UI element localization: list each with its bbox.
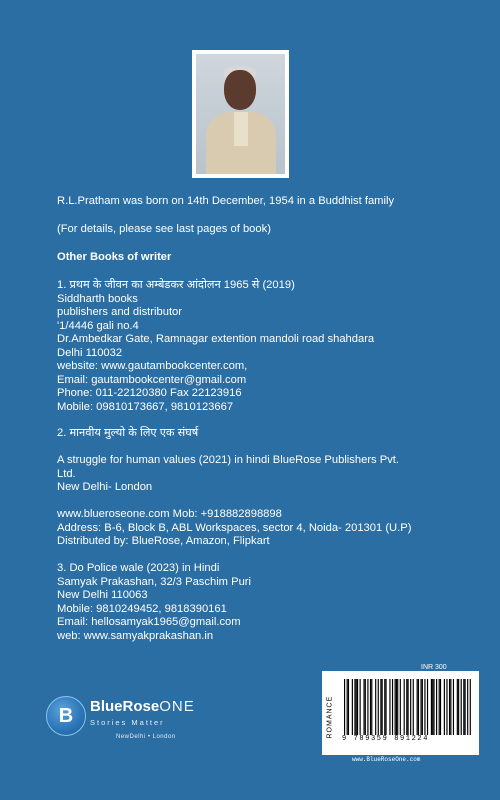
barcode-bar — [461, 679, 462, 735]
barcode-bar — [440, 679, 441, 735]
book2-line: New Delhi- London — [57, 481, 153, 493]
book1-line: '1/4446 gali no.4 — [57, 319, 139, 332]
barcode-bar — [450, 679, 451, 735]
publisher-name — [90, 698, 195, 715]
barcode-bar — [348, 679, 349, 735]
barcode-bar — [449, 679, 450, 735]
author-portrait — [196, 54, 285, 174]
barcode-bar — [418, 679, 419, 735]
author-bio — [57, 195, 477, 209]
book1-line: Delhi 110032 — [57, 346, 123, 359]
book3-line: Samyak Prakashan, 32/3 Paschim Puri — [57, 575, 252, 588]
barcode-bar — [360, 679, 361, 735]
barcode-bar — [356, 679, 357, 735]
barcode-bar — [436, 679, 437, 735]
barcode-bar — [347, 679, 348, 735]
barcode-bar — [371, 679, 372, 735]
barcode-bar — [378, 679, 379, 735]
book3-line: 3. Do Police wale (2023) in Hindi — [57, 562, 220, 574]
price-label: INR 300 — [421, 664, 447, 671]
barcode-bar — [395, 679, 396, 735]
publisher-website: www.BlueRoseOne.com — [352, 756, 421, 763]
barcode-bar — [467, 679, 468, 735]
genre-label: ROMANCE — [326, 695, 334, 739]
other-books-heading-block — [57, 251, 477, 265]
book2-title: 2. मानवीय मुल्यो के लिए एक संघर्ष — [57, 427, 199, 439]
barcode-bar — [444, 679, 445, 735]
book1-line: Mobile: 09810173667, 9810123667 — [57, 400, 234, 413]
book2-contact-line: Distributed by: BlueRose, Amazon, Flipkart — [57, 535, 270, 547]
barcode-bar — [367, 679, 368, 735]
barcode-bar — [380, 679, 381, 735]
barcode-bar — [433, 679, 434, 735]
barcode-bar — [370, 679, 371, 735]
barcode-bar — [413, 679, 414, 735]
book1-line: Phone: 011-22120380 Fax 22123916 — [57, 387, 242, 399]
book1-line: Dr.Ambedkar Gate, Ramnagar extention mandoli road shahdara — [57, 333, 375, 345]
barcode-bar — [432, 679, 433, 735]
barcode-bar — [375, 679, 376, 735]
publisher-logo — [46, 690, 276, 750]
book1-line: website: www.gautambookcenter.com, — [57, 360, 248, 372]
publisher-tagline: Stories Matter — [90, 718, 165, 727]
isbn-number: 9 789359 891224 — [342, 735, 430, 743]
barcode-bar — [422, 679, 423, 735]
book2-contact-line: Address: B-6, Block B, ABL Workspaces, sector 4, Noida- 201301 (U.P) — [57, 521, 412, 534]
barcode-bar — [446, 679, 447, 735]
book2-line: Ltd. — [57, 467, 76, 480]
barcode-bar — [458, 679, 459, 735]
barcode-bar — [384, 679, 385, 735]
barcode-bar — [410, 679, 411, 735]
barcode-bar — [392, 679, 393, 735]
publisher-name-suffix: ONE — [159, 698, 195, 715]
book1-line: Email: gautambookcenter@gmail.com — [57, 373, 247, 386]
bio-details: (For details, please see last pages of book) — [57, 223, 271, 235]
barcode-bar — [365, 679, 366, 735]
barcode-bar — [389, 679, 390, 735]
bio-born: R.L.Pratham was born on 14th December, 1954 in a Buddhist family — [57, 195, 395, 207]
book3-line: New Delhi 110063 — [57, 589, 148, 601]
barcode-bar — [396, 679, 397, 735]
barcode-bar — [354, 679, 355, 735]
barcode-bar — [417, 679, 418, 735]
book2-contact-block — [57, 508, 477, 549]
barcode-bar — [352, 679, 353, 735]
barcode-bar — [404, 679, 405, 735]
barcode-bar — [427, 679, 428, 735]
barcode-bar — [463, 679, 464, 735]
book3-block — [57, 562, 477, 643]
book3-line: Email: hellosamyak1965@gmail.com — [57, 616, 241, 628]
book2-contact-line: www.blueroseone.com Mob: +918882898898 — [57, 508, 282, 520]
barcode-bar — [400, 679, 401, 735]
publisher-name-main: BlueRose — [90, 698, 160, 715]
book1-block — [57, 279, 477, 414]
book1-title: 1. प्रथम के जीवन का अम्बेडकर आंदोलन 1965 से (2019) — [57, 279, 295, 291]
barcode-bar — [344, 679, 345, 735]
book3-line: web: www.samyakprakashan.in — [57, 629, 214, 642]
barcode-bar — [431, 679, 432, 735]
book2-title-block — [57, 427, 477, 441]
barcode-bar — [457, 679, 458, 735]
barcode-bar — [470, 679, 471, 735]
barcode-bar — [397, 679, 398, 735]
barcode-bar — [363, 679, 364, 735]
book3-line: Mobile: 9810249452, 9818390161 — [57, 602, 227, 615]
barcode-bar — [408, 679, 409, 735]
barcode-bar — [439, 679, 440, 735]
barcode-area — [322, 671, 479, 755]
barcode-bar — [382, 679, 383, 735]
barcode-bar — [357, 679, 358, 735]
barcode-bar — [385, 679, 386, 735]
other-books-heading: Other Books of writer — [57, 251, 172, 263]
author-photo — [192, 50, 289, 178]
book1-line: publishers and distributor — [57, 306, 182, 318]
publisher-locations: NewDelhi • London — [116, 734, 176, 740]
book2-line: A struggle for human values (2021) in hindi BlueRose Publishers Pvt. — [57, 454, 400, 466]
barcode-bar — [424, 679, 425, 735]
bluerose-logo-icon: B — [46, 696, 86, 736]
book2-block — [57, 454, 477, 495]
barcode-bar — [420, 679, 421, 735]
bio-details-block — [57, 223, 477, 237]
book1-line: Siddharth books — [57, 292, 138, 305]
barcode-bar — [406, 679, 407, 735]
barcode-bar — [453, 679, 454, 735]
isbn-barcode — [344, 679, 471, 735]
barcode-bar — [465, 679, 466, 735]
